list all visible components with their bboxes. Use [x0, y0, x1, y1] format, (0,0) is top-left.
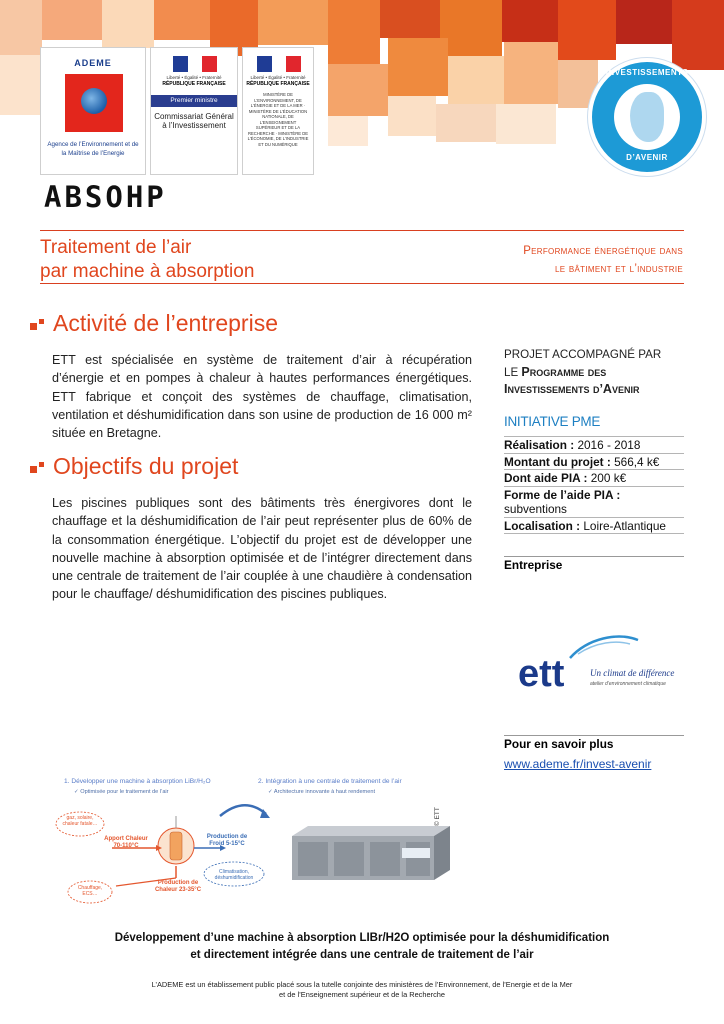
- info-row: [504, 436, 684, 453]
- apport-label: Apport Chaleur 70-110°C: [104, 836, 148, 849]
- accompanied-line-2: [504, 364, 684, 382]
- froid-label: Production de Froid 5-15°C: [206, 834, 248, 847]
- french-flag-icon: [173, 56, 217, 72]
- ademe-logo: [40, 47, 146, 175]
- caption-line-2: et directement intégrée dans une centrale de traitement de l’air: [190, 948, 534, 961]
- badge-bottom-text: D’AVENIR: [626, 153, 668, 162]
- info-value: 566,4 k€: [614, 454, 660, 469]
- accompanied-by: [504, 347, 684, 399]
- air-handling-unit-image: [284, 822, 454, 884]
- ministries-list: MINISTÈRE DE L’ENVIRONNEMENT, DE L’ÉNERGIE ET DE LA MER · MINISTÈRE DE L’ÉDUCATION NATIONALE, DE L’ENSEIGNEMENT SUPÉRIEUR ET DE LA RECHERCHE · MINISTÈRE DE L’ÉCONOMIE, DE L’INDUSTRIE ET DU NUMÉRIQUE: [247, 92, 309, 147]
- accompanied-le: LE: [504, 365, 519, 379]
- footer-note: [40, 980, 684, 1000]
- premier-ministre-logo: [150, 47, 238, 175]
- marianne-face-icon: [630, 92, 664, 142]
- chauffage-label: Chauffage, ECS…: [77, 885, 103, 897]
- globe-icon: [81, 88, 107, 114]
- company-label: Entreprise: [504, 556, 684, 572]
- republique-label: RÉPUBLIQUE FRANÇAISE: [246, 81, 310, 87]
- process-diagram: [52, 776, 450, 916]
- info-label: Forme de l’aide PIA :: [504, 487, 621, 502]
- ett-wordmark: ett: [518, 653, 565, 695]
- title-rule-top: [40, 230, 684, 231]
- activity-heading-text: Activité de l’entreprise: [53, 310, 278, 336]
- project-info-table: [504, 436, 684, 534]
- badge-center: [614, 84, 680, 150]
- more-info-label: Pour en savoir plus: [504, 735, 684, 751]
- step-1-title: 1. Développer une machine à absorption LiBr/H₂O: [64, 778, 211, 785]
- program-line-1: Programme des: [521, 364, 607, 379]
- clim-label: Climatisation, déshumidification: [214, 869, 254, 881]
- ministries-logo: [242, 47, 314, 175]
- badge-top-text: INVESTISSEMENTS: [605, 68, 689, 77]
- chaleur-label: Production de Chaleur 23-35°C: [154, 880, 202, 893]
- curved-arrow-icon: [220, 805, 266, 816]
- title-rule-bottom: [40, 283, 684, 284]
- info-label: Localisation :: [504, 518, 581, 533]
- objectives-heading-text: Objectifs du projet: [53, 453, 239, 479]
- info-label: Réalisation :: [504, 438, 575, 452]
- info-value: Loire-Atlantique: [583, 518, 666, 533]
- info-row: [504, 486, 684, 517]
- activity-text: ETT est spécialisée en système de traitement d’air à récupération d’énergie et en pompes à chaleur à hautes performances énergétiques. ETT fabrique et conçoit des systèmes de chauffage, climatisation, ventilation et déshumidification dans son usine de production de 16 000 m² située en Bretagne.: [52, 353, 472, 441]
- info-value: subventions: [504, 502, 567, 516]
- ett-tagline: Un climat de différence: [590, 668, 675, 678]
- info-label: Montant du projet :: [504, 454, 611, 469]
- ett-logo: [518, 632, 680, 696]
- investissements-avenir-badge: [588, 58, 706, 176]
- bullet-squares-icon: [30, 315, 48, 333]
- info-row: [504, 469, 684, 486]
- sources-label: gaz, solaire, chaleur fatale…: [62, 815, 98, 827]
- footer-line-2: et de l’Enseignement supérieur et de la Recherche: [279, 990, 445, 999]
- ademe-name: ADEME: [74, 58, 112, 68]
- step-2-title: 2. Intégration à une centrale de traitement de l’air: [258, 778, 402, 785]
- footer-line-1: L’ADEME est un établissement public placé sous la tutelle conjointe des ministères de l’Environnement, de l’Energie et de la Mer: [151, 980, 573, 989]
- project-title: ABSOHP: [44, 180, 167, 214]
- invest-avenir-link[interactable]: www.ademe.fr/invest-avenir: [504, 757, 652, 771]
- activity-heading: [30, 310, 278, 337]
- program-line-2: Investissements d’Avenir: [504, 382, 640, 396]
- ademe-subtitle: Agence de l’Environnement et de la Maîtrise de l’Energie: [47, 141, 139, 157]
- cgi-label: Commissariat Général à l’Investissement: [154, 112, 234, 130]
- figure-caption: [20, 930, 704, 963]
- motto: Liberté • Égalité • Fraternité: [250, 75, 306, 80]
- subtitle-line-2: par machine à absorption: [40, 261, 255, 282]
- ett-subtagline: atelier d’environnement climatique: [590, 681, 666, 687]
- objectives-text: Les piscines publiques sont des bâtiments très énergivores dont le chauffage et la déshumidification de l’air peut représenter plus de 60% de la consommation énergétique. L’objectif du projet est de développer une nouvelle machine à absorption optimisée et de l’intégrer directement dans une centrale de traitement de l’air couplée à une chaudière à condensation pour le chauffage/ déshumidification des piscines publiques.: [52, 496, 472, 602]
- info-value: 2016 - 2018: [577, 438, 641, 452]
- french-flag-icon: [257, 56, 301, 72]
- motto: Liberté • Égalité • Fraternité: [166, 75, 222, 80]
- caption-line-1: Développement d’une machine à absorption LIBr/H2O optimisée pour la déshumidification: [114, 932, 610, 944]
- project-subtitle: [40, 236, 254, 284]
- info-row: [504, 517, 684, 535]
- premier-ministre-band: Premier ministre: [151, 95, 237, 107]
- step-1-sub: ✓ Optimisée pour le traitement de l’air: [74, 789, 169, 795]
- info-value: 200 k€: [590, 471, 627, 485]
- ett-swoosh-icon: [570, 637, 638, 658]
- info-row: [504, 453, 684, 470]
- accompanied-line-1: PROJET ACCOMPAGNÉ PAR: [504, 348, 662, 361]
- accompanied-line-3: [504, 381, 684, 399]
- domain-label: [423, 242, 683, 278]
- domain-line-1: Performance énergétique dans: [523, 245, 683, 257]
- copyright-ett: © ETT: [434, 807, 441, 826]
- info-label: Dont aide PIA :: [504, 471, 588, 485]
- subtitle-line-1: Traitement de l’air: [40, 237, 192, 258]
- bullet-squares-icon: [30, 458, 48, 476]
- domain-line-2: le bâtiment et l’industrie: [555, 263, 683, 275]
- step-2-sub: ✓ Architecture innovante à haut rendement: [268, 789, 375, 795]
- republique-label: RÉPUBLIQUE FRANÇAISE: [162, 81, 226, 87]
- initiative-label: INITIATIVE PME: [504, 414, 601, 429]
- objectives-heading: [30, 453, 238, 480]
